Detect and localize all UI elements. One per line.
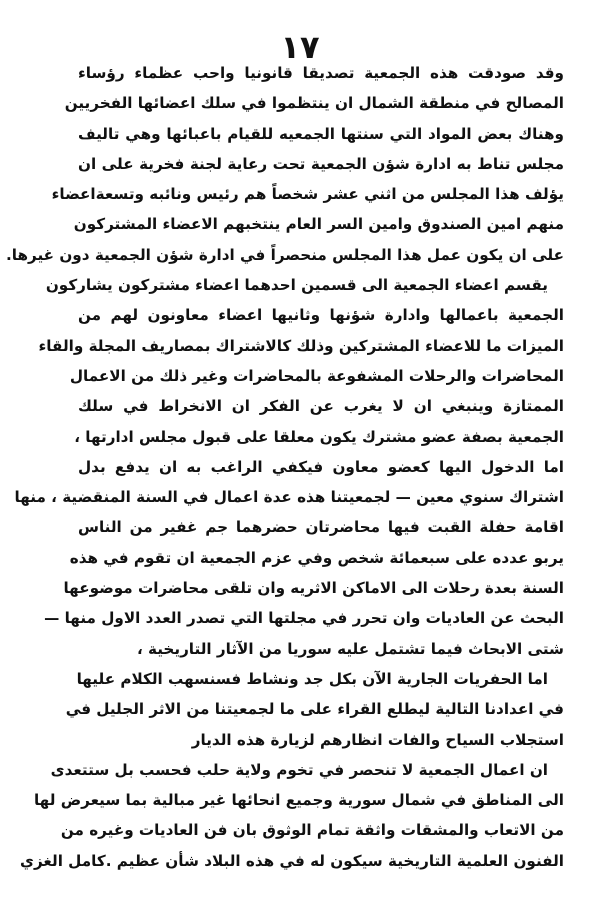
text-line: اما الحفريات الجارية الآن بكل جد ونشاط فسنسهب الكلام عليها <box>76 669 548 688</box>
text-line: في اعدادنا التالية ليطلع القراء على ما لجمعيتنا من الاثر الجليل في <box>65 700 564 719</box>
text-line: يؤلف هذا المجلس من اثني عشر شخصاً هم رئيس ونائبه وتسعةاعضاء <box>51 185 564 204</box>
page-number: ١٧ <box>280 28 320 66</box>
text-line: شتى الابحاث فيما تشتمل عليه سوريا من الآثار التاريخية ، <box>136 639 564 658</box>
text-line: يقسم اعضاء الجمعية الى قسمين احدهما اعضاء مشتركون يشاركون <box>45 276 548 295</box>
text-line: الفنون العلمية التاريخية سيكون له في هذه البلاد شأن عظيم . <box>105 851 564 870</box>
text-line: البحث عن العاديات وان تحرر في مجلتها التي تصدر العدد الاول منها — <box>44 609 564 628</box>
text-line: المحاضرات والرحلات المشفوعة بالمحاضرات وغير ذلك من الاعمال <box>69 366 564 385</box>
text-line: وقد صودقت هذه الجمعية تصديقا قانونيا واحب عظماء رؤساء <box>78 64 564 82</box>
text-line: اما الدخول اليها كعضو معاون فيكفي الراغب به ان يدفع بدل <box>78 457 564 476</box>
text-line: منهم امين الصندوق وامين السر العام ينتخبهم الاعضاء المشتركون <box>73 215 564 234</box>
text-line: الجمعية باعمالها وادارة شؤنها وثانيها اعضاء معاونون لهم من <box>78 306 564 325</box>
text-line: مجلس تناط به ادارة شؤن الجمعية تحت رعاية لجنة فخرية على ان <box>78 154 564 173</box>
text-line: السنة بعدة رحلات الى الاماكن الاثريه وان تلقى محاضرات موضوعها <box>63 579 564 598</box>
text-line: اشتراك سنوي معين — لجمعيتنا هذه عدة اعمال في السنة المنقضية ، منها <box>14 488 564 507</box>
text-line: الممتازة وينبغي ان لا يغرب عن الفكر ان الانخراط في سلك <box>78 397 564 416</box>
article-body <box>6 58 564 876</box>
text-line: الجمعية بصفة عضو مشترك يكون معلقا على قبول مجلس ادارتها ، <box>74 427 564 446</box>
text-line: وهناك بعض المواد التي سنتها الجمعيه للقيام باعبائها وهي تاليف <box>78 124 564 143</box>
text-line: من الاتعاب والمشقات واثقة تمام الوثوق بان فن العاديات وغيره من <box>60 821 564 840</box>
closing-line <box>20 846 564 876</box>
text-line: استجلاب السياح والفات انظارهم لزيارة هذه الديار <box>191 730 564 749</box>
text-line: على ان يكون عمل هذا المجلس منحصراً في ادارة شؤن الجمعية دون غيرها. <box>6 245 564 264</box>
text-line: الميزات ما للاعضاء المشتركين وذلك كالاشتراك بمصاريف المجلة والقاء <box>38 336 564 355</box>
text-line: المصالح في منطقة الشمال ان ينتظموا في سلك اعضائها الفخريين <box>64 94 564 113</box>
text-line: يربو عدده على سبعمائة شخص وفي عزم الجمعية ان تقوم في هذه <box>69 548 564 567</box>
text-line: ان اعمال الجمعية لا تنحصر في تخوم ولاية حلب فحسب بل ستتعدى <box>50 760 548 779</box>
author-signature: كامل الغزي <box>20 851 106 870</box>
text-line: اقامة حفلة القبت فيها محاضرتان حضرهما جم غفير من الناس <box>78 518 564 537</box>
text-line: الى المناطق في شمال سورية وجميع انحائها غير مبالية بما سيعرض لها <box>33 791 564 810</box>
